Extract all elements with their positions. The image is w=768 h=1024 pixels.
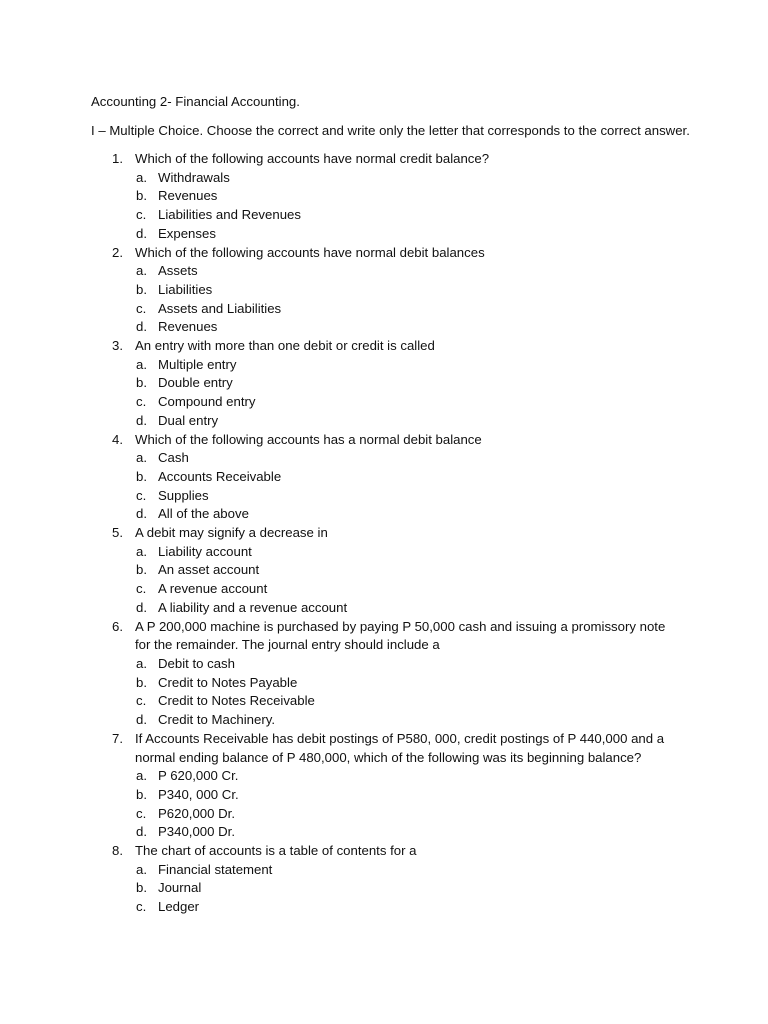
question-number: 8. [112,843,123,859]
question-item [0,524,768,618]
question-item [0,244,768,338]
option-text: Debit to cash [158,655,235,671]
option-letter: b. [136,375,147,391]
answer-option [0,674,768,693]
answer-option [0,543,768,562]
option-letter: d. [136,599,147,615]
question-text: The chart of accounts is a table of contents for a [135,843,417,859]
option-letter: d. [136,824,147,840]
option-list [0,861,768,917]
option-text: Journal [158,880,202,896]
option-text: Revenues [158,319,218,335]
option-letter: a. [136,356,147,372]
question-row [0,730,768,767]
option-letter: a. [136,543,147,559]
option-text: Liability account [158,543,252,559]
answer-option [0,823,768,842]
answer-option [0,561,768,580]
option-text: Ledger [158,899,200,915]
option-letter: c. [136,899,147,915]
option-letter: a. [136,169,147,185]
question-number: 5. [112,525,123,541]
option-text: Credit to Notes Payable [158,674,298,690]
option-text: Liabilities [158,281,213,297]
question-list [0,150,768,917]
option-text: Cash [158,450,189,466]
option-list [0,449,768,524]
option-text: P620,000 Dr. [158,805,235,821]
question-row [0,431,768,450]
option-letter: d. [136,412,147,428]
option-letter: a. [136,861,147,877]
answer-option [0,262,768,281]
option-text: Credit to Notes Receivable [158,693,315,709]
answer-option [0,169,768,188]
question-number: 2. [112,244,123,260]
question-number: 4. [112,431,123,447]
question-text: Which of the following accounts has a normal debit balance [135,431,482,447]
answer-option [0,281,768,300]
option-letter: d. [136,712,147,728]
option-list [0,767,768,842]
option-letter: a. [136,768,147,784]
option-list [0,543,768,618]
option-list [0,262,768,337]
document-title: Accounting 2- Financial Accounting. [91,94,300,109]
option-letter: c. [136,693,147,709]
option-letter: c. [136,394,147,410]
option-letter: b. [136,468,147,484]
option-letter: d. [136,225,147,241]
option-text: Financial statement [158,861,273,877]
question-row [0,150,768,169]
answer-option [0,206,768,225]
answer-option [0,861,768,880]
option-text: Accounts Receivable [158,468,282,484]
question-item [0,618,768,730]
option-letter: b. [136,880,147,896]
option-text: Revenues [158,188,218,204]
instructions-text: I – Multiple Choice. Choose the correct and write only the letter that corresponds to the correct answer. [91,123,690,138]
option-letter: d. [136,506,147,522]
answer-option [0,655,768,674]
question-number: 3. [112,338,123,354]
option-text: P 620,000 Cr. [158,768,239,784]
question-text: Which of the following accounts have normal credit balance? [135,151,490,166]
option-text: A liability and a revenue account [158,599,348,615]
option-text: Dual entry [158,412,219,428]
answer-option [0,898,768,917]
question-item [0,431,768,525]
option-letter: d. [136,319,147,335]
answer-option [0,505,768,524]
option-text: Assets [158,263,198,279]
answer-option [0,487,768,506]
option-letter: a. [136,655,147,671]
answer-option [0,580,768,599]
answer-option [0,393,768,412]
question-item [0,150,768,244]
answer-option [0,356,768,375]
option-text: A revenue account [158,581,268,597]
option-text: Credit to Machinery. [158,712,276,728]
option-text: Assets and Liabilities [158,300,282,316]
question-item [0,730,768,842]
option-text: Compound entry [158,394,256,410]
answer-option [0,767,768,786]
question-row [0,337,768,356]
question-text: A debit may signify a decrease in [135,525,328,541]
question-item [0,337,768,431]
option-letter: c. [136,487,147,503]
question-text: Which of the following accounts have normal debit balances [135,244,485,260]
question-row [0,244,768,263]
option-letter: b. [136,674,147,690]
option-text: Withdrawals [158,169,230,185]
answer-option [0,692,768,711]
option-text: All of the above [158,506,249,522]
answer-option [0,599,768,618]
question-text: An entry with more than one debit or credit is called [135,338,435,354]
answer-option [0,879,768,898]
answer-option [0,468,768,487]
option-list [0,169,768,244]
option-text: P340, 000 Cr. [158,786,239,802]
answer-option [0,786,768,805]
option-list [0,655,768,730]
option-text: Multiple entry [158,356,237,372]
option-letter: c. [136,207,147,223]
option-text: Supplies [158,487,209,503]
answer-option [0,300,768,319]
answer-option [0,449,768,468]
question-row [0,524,768,543]
answer-option [0,225,768,244]
option-letter: b. [136,188,147,204]
answer-option [0,711,768,730]
option-text: An asset account [158,562,260,578]
question-number: 1. [112,151,123,166]
option-text: Liabilities and Revenues [158,207,301,223]
answer-option [0,805,768,824]
question-number: 6. [112,618,123,634]
question-text: A P 200,000 machine is purchased by paying P 50,000 cash and issuing a promissory note for the remainder. The journal entry should include a [135,618,666,653]
question-row [0,618,768,655]
option-letter: c. [136,300,147,316]
option-letter: b. [136,281,147,297]
option-text: Expenses [158,225,216,241]
option-letter: b. [136,786,147,802]
option-letter: a. [136,450,147,466]
option-letter: b. [136,562,147,578]
question-item [0,842,768,917]
option-letter: a. [136,263,147,279]
answer-option [0,412,768,431]
option-text: Double entry [158,375,233,391]
option-text: P340,000 Dr. [158,824,235,840]
answer-option [0,187,768,206]
option-list [0,356,768,431]
answer-option [0,374,768,393]
answer-option [0,318,768,337]
question-text: If Accounts Receivable has debit postings of P580, 000, credit postings of P 440,000 and a normal ending balance of P 480,000, which of the following was its beginning balance? [135,730,665,765]
option-letter: c. [136,581,147,597]
question-row [0,842,768,861]
option-letter: c. [136,805,147,821]
question-number: 7. [112,730,123,746]
